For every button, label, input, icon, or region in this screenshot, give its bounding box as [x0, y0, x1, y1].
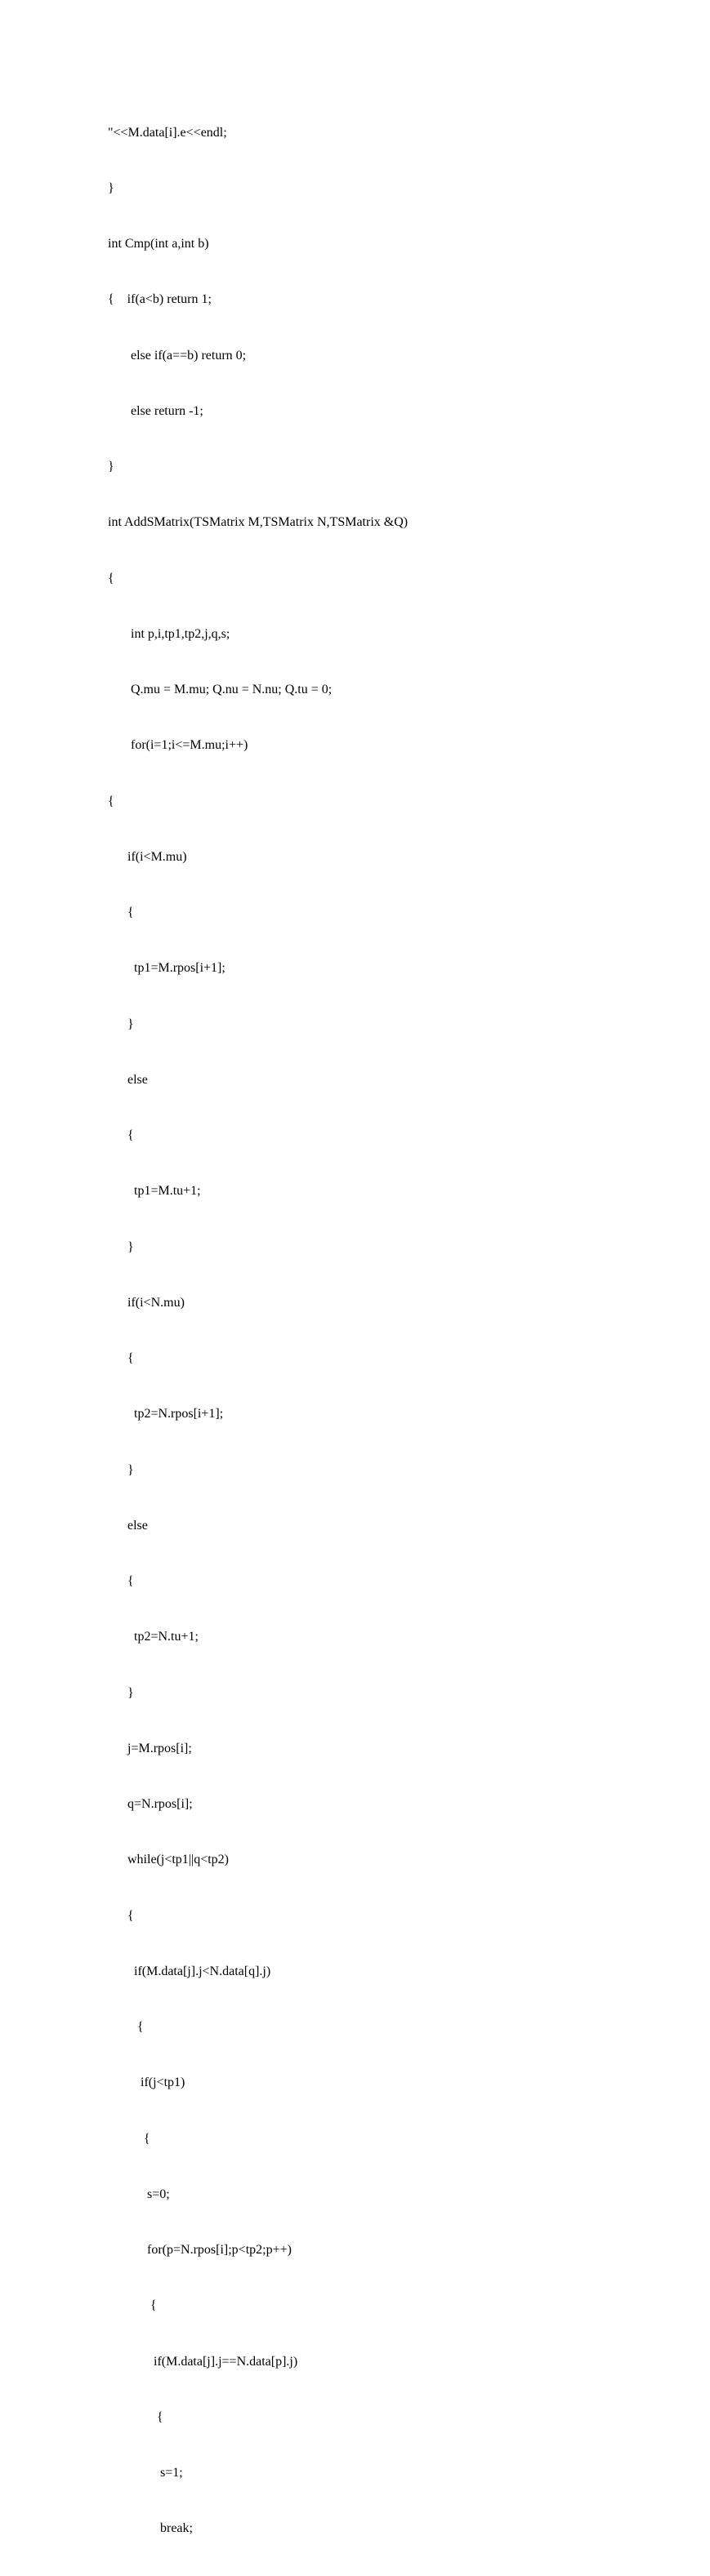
code-line: else: [108, 1518, 148, 1533]
code-line: while(j<tp1||q<tp2): [108, 1853, 229, 1867]
code-line: {: [108, 2298, 157, 2313]
code-line: }: [108, 1239, 134, 1254]
code-line: q=N.rpos[i];: [108, 1797, 193, 1811]
code-line: {: [108, 1574, 134, 1588]
code-line: { if(a<b) return 1;: [108, 292, 212, 307]
code-line: tp1=M.rpos[i+1];: [108, 961, 226, 976]
code-line: tp2=N.rpos[i+1];: [108, 1407, 224, 1421]
code-line: {: [108, 2409, 163, 2424]
code-line: if(M.data[j].j<N.data[q].j): [108, 1964, 271, 1978]
code-line: {: [108, 794, 114, 808]
code-line: for(p=N.rpos[i];p<tp2;p++): [108, 2243, 292, 2257]
code-block: [108, 87, 408, 2576]
code-line: for(i=1;i<=M.mu;i++): [108, 738, 248, 753]
code-line: Q.mu = M.mu; Q.nu = N.nu; Q.tu = 0;: [108, 683, 333, 696]
code-line: int AddSMatrix(TSMatrix M,TSMatrix N,TSMatrix &Q): [108, 515, 409, 530]
code-line: int p,i,tp1,tp2,j,q,s;: [108, 626, 230, 641]
code-line: {: [108, 1351, 134, 1365]
code-line: break;: [108, 2521, 193, 2536]
code-line: else return -1;: [108, 403, 203, 418]
code-line: }: [108, 1462, 134, 1477]
code-line: {: [108, 1908, 134, 1923]
code-line: else: [108, 1072, 148, 1087]
code-line: "<<M.data[i].e<<endl;: [108, 125, 227, 140]
code-line: tp1=M.tu+1;: [108, 1184, 201, 1199]
code-line: if(j<tp1): [108, 2075, 185, 2090]
code-line: int Cmp(int a,int b): [108, 237, 209, 251]
code-line: }: [108, 1017, 134, 1031]
code-line: s=0;: [108, 2187, 170, 2201]
code-line: {: [108, 2020, 144, 2034]
code-line: if(i<N.mu): [108, 1295, 185, 1310]
code-line: j=M.rpos[i];: [108, 1741, 192, 1755]
code-line: }: [108, 1685, 134, 1700]
code-line: {: [108, 905, 134, 919]
code-line: }: [108, 180, 114, 195]
code-line: s=1;: [108, 2466, 183, 2480]
code-line: if(M.data[j].j==N.data[p].j): [108, 2354, 298, 2369]
code-line: {: [108, 1128, 134, 1142]
code-line: if(i<M.mu): [108, 849, 187, 864]
code-line: else if(a==b) return 0;: [108, 348, 247, 363]
code-line: }: [108, 460, 114, 474]
code-line: {: [108, 2131, 150, 2146]
code-line: tp2=N.tu+1;: [108, 1630, 199, 1644]
code-line: {: [108, 571, 114, 585]
